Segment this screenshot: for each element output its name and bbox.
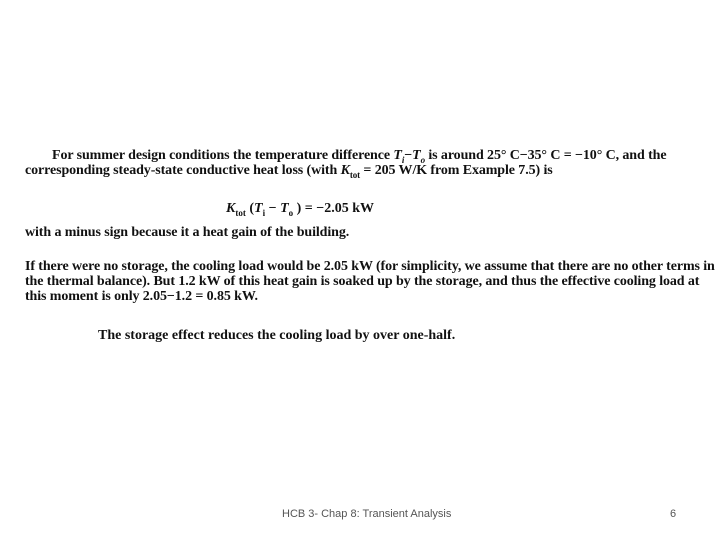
para1-mid: is around 25° C−35° C = −10° C, and the corresponding steady-state conductive heat loss (with: [25, 148, 667, 178]
footer-title: HCB 3- Chap 8: Transient Analysis: [282, 508, 452, 520]
para1-end: = 205 W/K from Example 7.5) is: [360, 163, 553, 178]
paragraph-minus-sign: with a minus sign because it a heat gain of the building.: [25, 225, 350, 240]
para1-intro: For summer design conditions the temperature difference: [52, 148, 394, 163]
page-number: 6: [670, 508, 677, 520]
symbol-ti: $T_i$: [393, 148, 405, 165]
symbol-k: K: [340, 163, 350, 178]
equation-heat-loss: $K_{tot}$ ($T_i - T_o$ ) = −2.05 kW: [226, 201, 375, 218]
symbol-k-sub: tot: [349, 169, 361, 180]
symbol-minus: −: [404, 148, 413, 163]
symbol-to: $T_o$: [412, 148, 425, 165]
paragraph-design-conditions: [25, 148, 715, 178]
paragraph-conclusion: The storage effect reduces the cooling load by over one-half.: [98, 328, 456, 343]
paragraph-storage: If there were no storage, the cooling load would be 2.05 kW (for simplicity, we assume that there are no other terms in the thermal balance). But 1.2 kW of this heat gain is soaked up by the storage, and thus the effective cooling load at this moment is only 2.05−1.2 = 0.85 kW.: [25, 259, 715, 304]
